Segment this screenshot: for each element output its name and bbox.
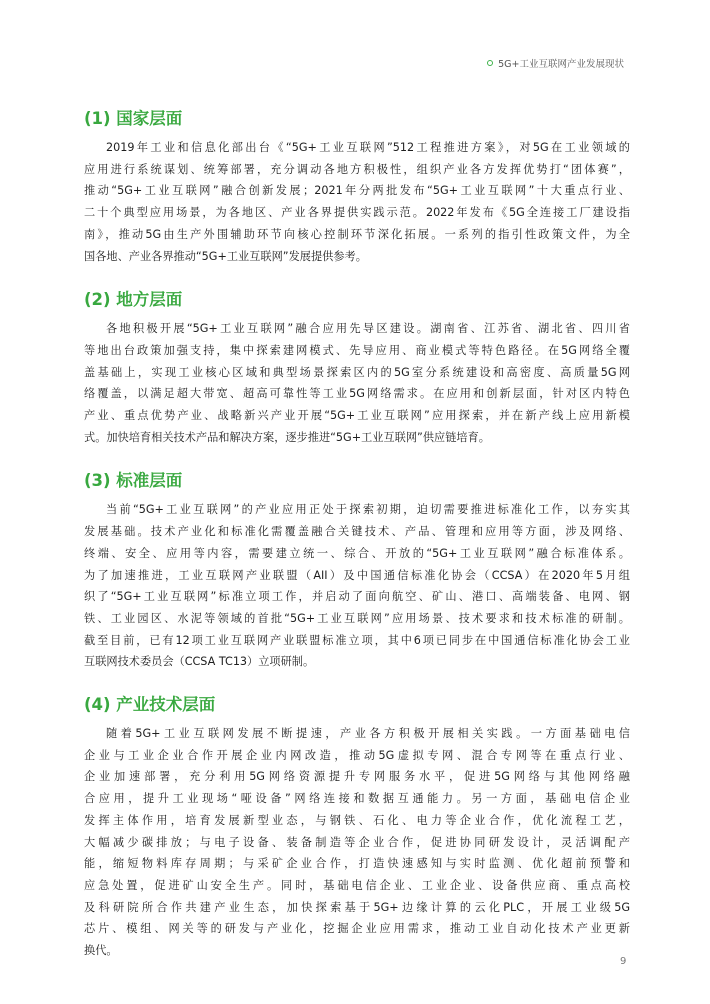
section-title-industry-technology: (4) 产业技术层面 (84, 695, 216, 715)
paragraph-line: 产业、重点优势产业、战略新兴产业开展“5G+工业互联网”应用探索，并在新产线上应用新模 (84, 409, 630, 423)
paragraph-line: 互联网技术委员会（CCSA TC13）立项研制。 (84, 655, 315, 669)
paragraph-line: 换代。 (84, 944, 118, 958)
section-title-standards: (3) 标准层面 (84, 471, 183, 491)
paragraph-line: 发挥主体作用，培育发展新型业态，与钢铁、石化、电力等企业合作，优化流程工艺， (84, 813, 630, 827)
running-header-title: 5G+工业互联网产业发展现状 (498, 59, 624, 70)
page-number: 9 (620, 956, 627, 967)
paragraph-line: 企业与工业企业合作开展企业内网改造，推动5G虚拟专网、混合专网等在重点行业、 (84, 748, 630, 762)
section-paragraph-industry-technology (84, 723, 630, 962)
section-title-national: (1) 国家层面 (84, 109, 183, 128)
paragraph-line: 芯片、模组、网关等的研发与产业化，挖掘企业应用需求，推动工业自动化技术产业更新 (84, 922, 630, 936)
paragraph-line: 及科研院所合作共建产业生态，加快探索基于5G+边缘计算的云化PLC，开展工业级5G (84, 900, 630, 914)
paragraph-line: 应急处置，促进矿山安全生产。同时，基础电信企业、工业企业、设备供应商、重点高校 (84, 878, 630, 892)
paragraph-line: 截至目前，已有12项工业互联网产业联盟标准立项，其中6项已同步在中国通信标准化协会工业 (84, 633, 630, 647)
paragraph-line: 铁、工业园区、水泥等领域的首批“5G+工业互联网”应用场景、技术要求和技术标准的研制。 (84, 611, 630, 625)
paragraph-line: 各地积极开展“5G+工业互联网”融合应用先导区建设。湖南省、江苏省、湖北省、四川省 (106, 322, 630, 336)
running-header (487, 56, 624, 70)
paragraph-line: 为了加速推进，工业互联网产业联盟（AII）及中国通信标准化协会（CCSA）在2020年5月组 (84, 568, 630, 582)
paragraph-line: 南》，推动5G由生产外围辅助环节向核心控制环节深化拓展。一系列的指引性政策文件，为全 (84, 227, 630, 241)
page-content (84, 106, 630, 962)
paragraph-line: 盖基础上，实现工业核心区域和典型场景探索区内的5G室分系统建设和高密度、高质量5G网 (84, 365, 630, 379)
paragraph-line: 等地出台政策加强支持，集中探索建网模式、先导应用、商业模式等特色路径。在5G网络全覆 (84, 343, 630, 357)
paragraph-line: 国各地、产业各界推动“5G+工业互联网”发展提供参考。 (84, 249, 367, 263)
paragraph-line: 应用进行系统谋划、统筹部署，充分调动各地方积极性，组织产业各方发挥优势打“团体赛”， (84, 162, 630, 176)
paragraph-line: 发展基础。技术产业化和标准化需覆盖融合关键技术、产品、管理和应用等方面，涉及网络、 (84, 525, 630, 539)
section-paragraph-local (84, 318, 630, 448)
paragraph-line: 企业加速部署，充分利用5G网络资源提升专网服务水平，促进5G网络与其他网络融 (84, 770, 630, 784)
paragraph-line: 终端、安全、应用等内容，需要建立统一、综合、开放的“5G+工业互联网”融合标准体系。 (84, 546, 630, 560)
paragraph-line: 推动“5G+工业互联网”融合创新发展；2021年分两批发布“5G+工业互联网”十大重点行业、 (84, 184, 630, 198)
paragraph-line: 2019年工业和信息化部出台《“5G+工业互联网”512工程推进方案》，对5G在工业领域的 (106, 141, 630, 154)
paragraph-line: 织了“5G+工业互联网”标准立项工作，并启动了面向航空、矿山、港口、高端装备、电网、钢 (84, 590, 630, 604)
circle-bullet-icon (487, 60, 493, 66)
paragraph-line: 二十个典型应用场景，为各地区、产业各界提供实践示范。2022年发布《5G全连接工厂建设指 (84, 206, 630, 220)
paragraph-line: 式。加快培育相关技术产品和解决方案，逐步推进“5G+工业互联网”供应链培育。 (84, 430, 490, 444)
paragraph-line: 大幅减少碳排放；与电子设备、装备制造等企业合作，促进协同研发设计，灵活调配产 (84, 835, 630, 849)
paragraph-line: 能，缩短物料库存周期；与采矿企业合作，打造快速感知与实时监测、优化超前预警和 (84, 857, 630, 871)
paragraph-line: 络覆盖，以满足超大带宽、超高可靠性等工业5G网络需求。在应用和创新层面，针对区内特色 (84, 387, 630, 401)
paragraph-line: 随着5G+工业互联网发展不断提速，产业各方积极开展相关实践。一方面基础电信 (106, 727, 630, 741)
paragraph-line: 当前“5G+工业互联网”的产业应用正处于探索初期，迫切需要推进标准化工作，以夯实其 (106, 503, 630, 517)
section-paragraph-standards (84, 499, 630, 673)
paragraph-line: 合应用，提升工业现场“哑设备”网络连接和数据互通能力。另一方面，基础电信企业 (84, 792, 630, 806)
section-paragraph-national (84, 137, 630, 267)
section-title-local: (2) 地方层面 (84, 290, 183, 310)
